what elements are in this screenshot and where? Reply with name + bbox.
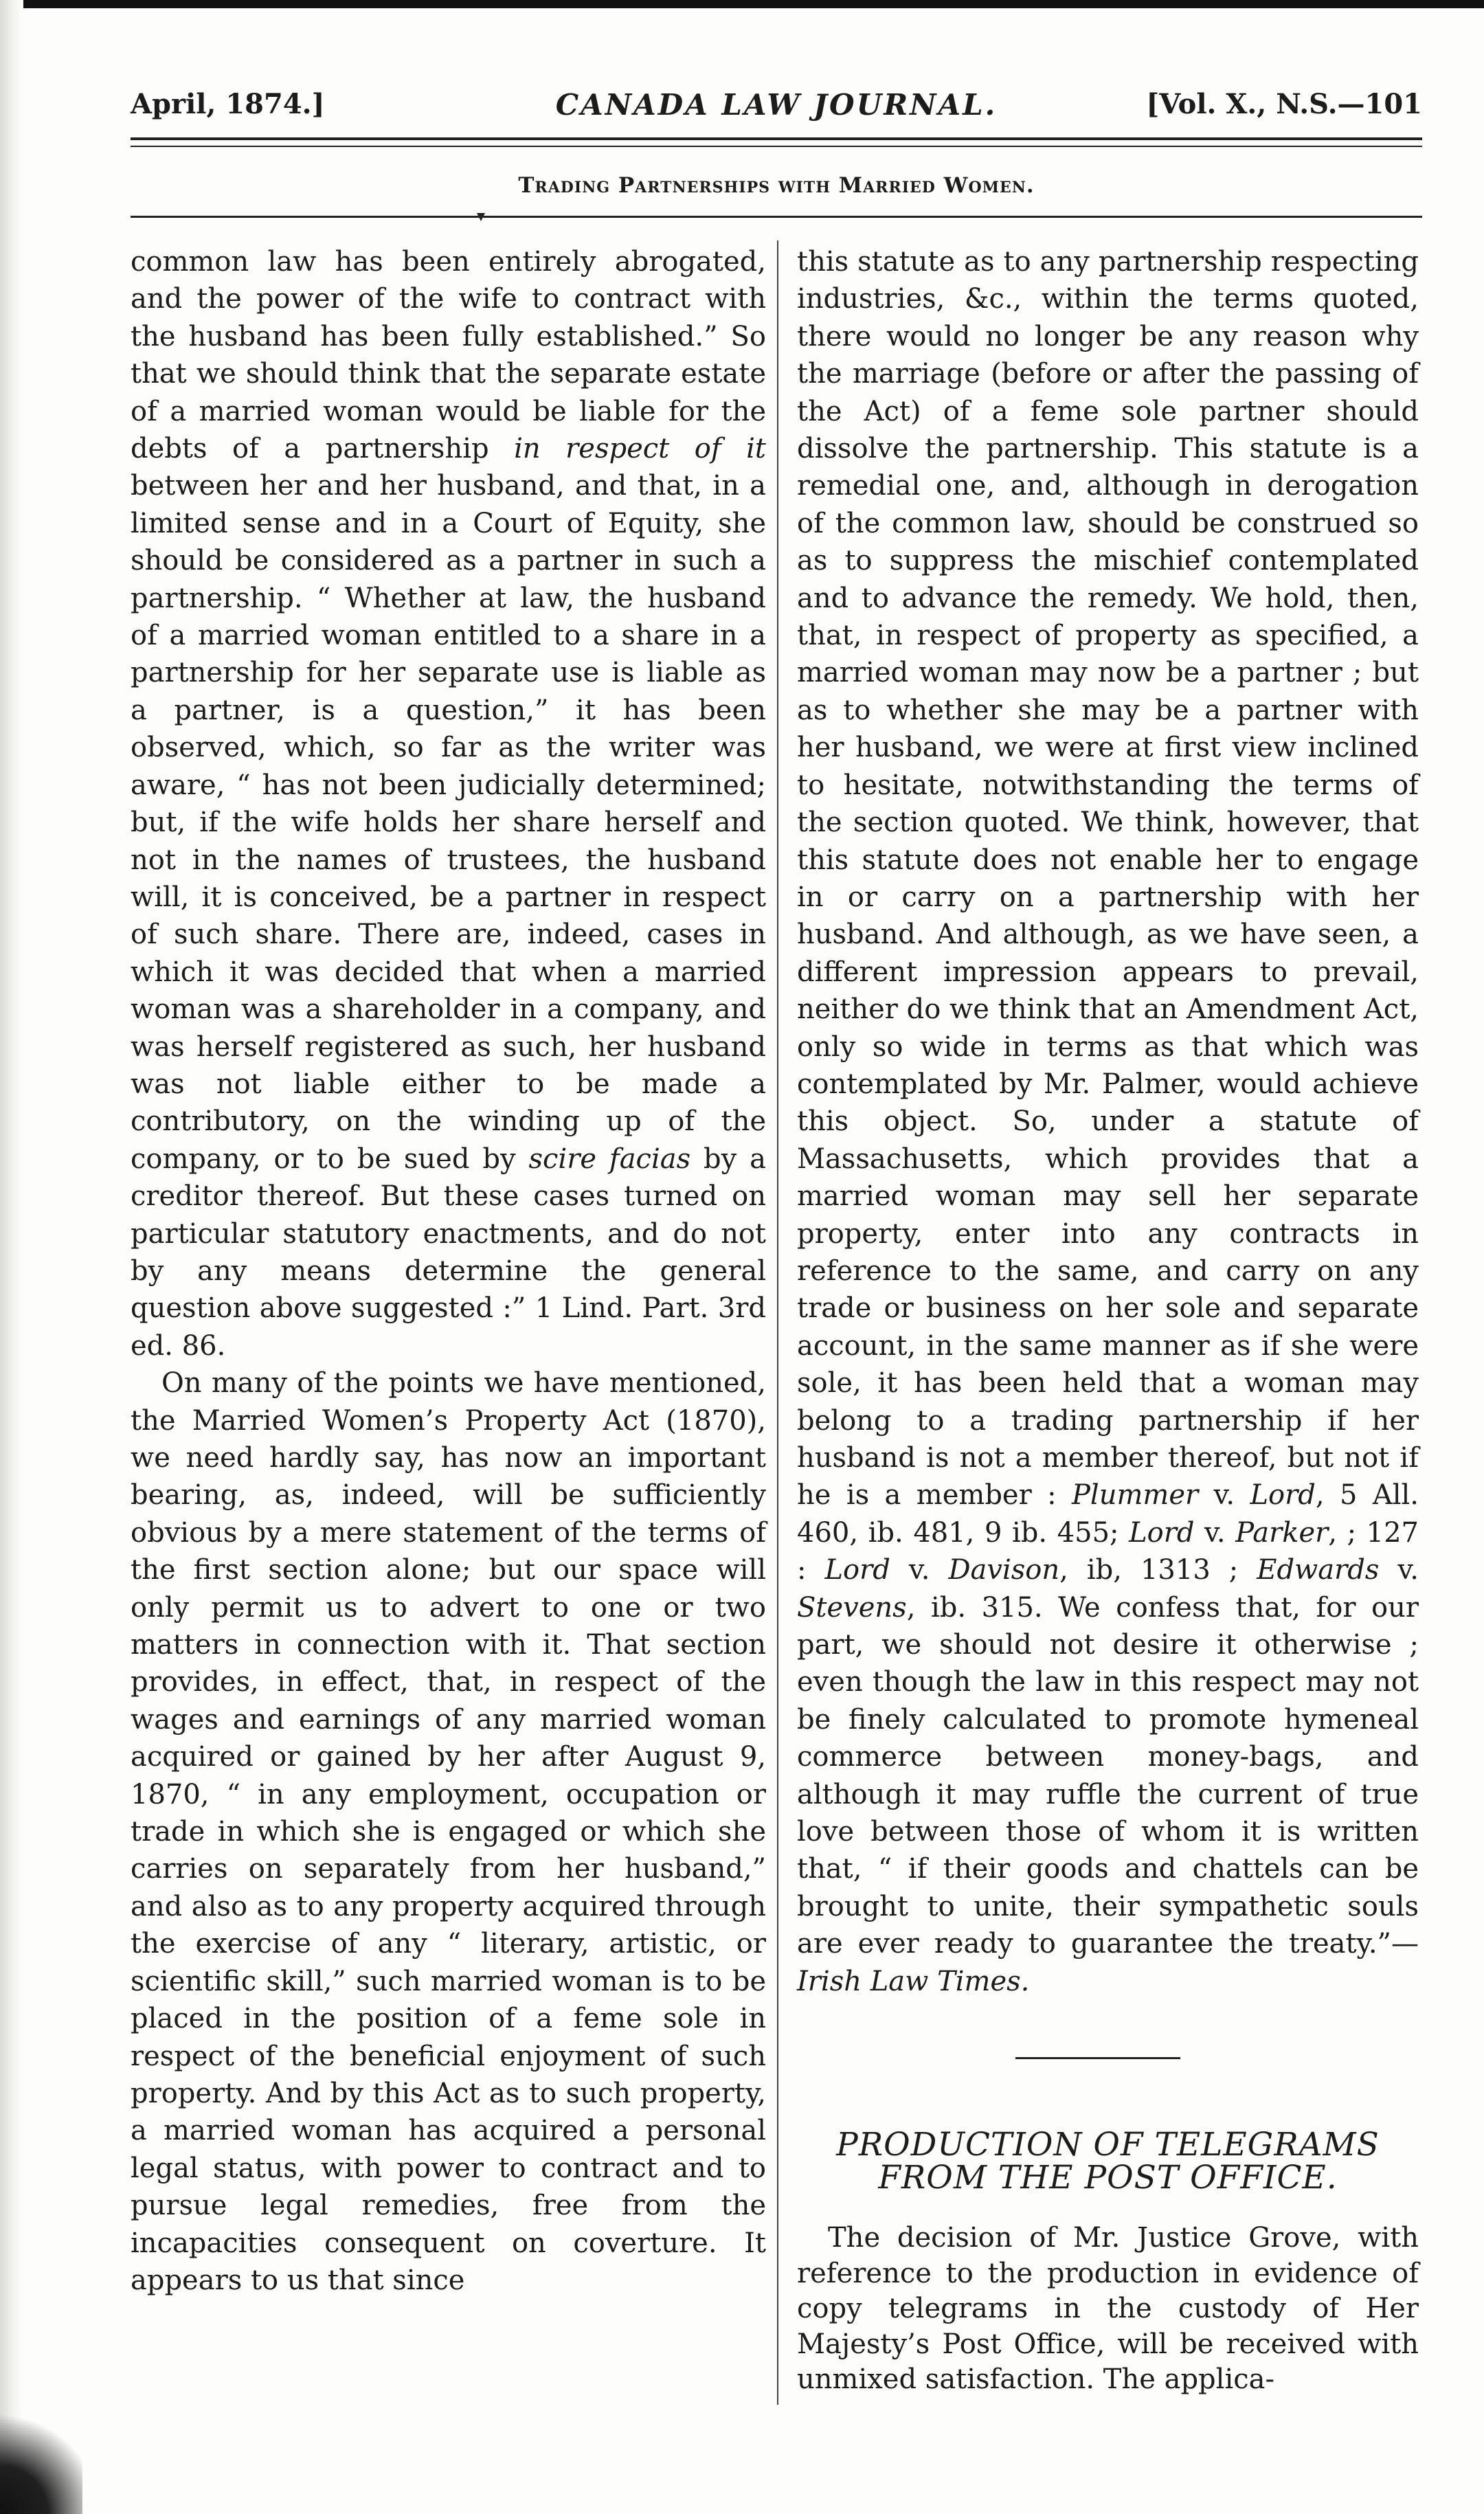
left-p1-text-b: between her and her husband, and that, in a limited sense and in a Court of Equity, she should be considered as a partner in such a partnership. “ Whether at law, the husband of a married woman entitled to a share in a partnership for her separate use is liable as a partner, is a question,” it has been observed, which, so far as the writer was aware, “ has not been judicially determined; but, if the wife holds her share herself and not in the names of trustees, the husband will, it is conceived, be a partner in respect of such share. There are, indeed, cases in which it was decided that when a married woman was a shareholder in a company, and was herself registered as such, her husband was not liable either to be made a contributory, on the winding up of the company, or to be sued by	[131, 470, 766, 1175]
case-versus: v.	[1379, 1554, 1419, 1586]
case-name: Plummer	[1072, 1479, 1199, 1512]
header-rule-thin	[131, 146, 1422, 147]
case-name: Lord	[1250, 1479, 1316, 1512]
binding-edge	[0, 0, 23, 2514]
header-volume-page: [Vol. X., N.S.—101	[1146, 88, 1422, 120]
scan-top-edge	[0, 0, 1484, 8]
right-column	[797, 243, 1419, 2000]
column-divider	[777, 240, 778, 2405]
case-name: Lord	[1129, 1516, 1195, 1549]
right-p1-text-b: , ib. 315. We confess that, for our part, we should not desire it otherwise ; even though the law in this respect may not be finely calculated to promote hymeneal commerce between money-bags, and although it may ruffle the current of true love between those of whom it is written that, “ if their goods and chattels can be brought to unite, their sympathetic souls are ever ready to guarantee the treaty.”—	[797, 1591, 1419, 1960]
left-p1-text-a: common law has been entirely abrogated, and the power of the wife to contract with the husband has been fully established.” So that we should think that the separate estate of a married woman would be liable for the debts of a partnership	[131, 246, 766, 465]
case-versus: v.	[890, 1554, 949, 1586]
header-rule-thick	[131, 137, 1422, 140]
case-name: Lord	[824, 1554, 890, 1586]
rule-ornament	[477, 213, 485, 221]
case-citation: , ib, 1313 ;	[1059, 1554, 1257, 1586]
case-versus: v.	[1198, 1479, 1250, 1512]
section-title: Trading Partnerships with Married Women.	[518, 173, 1035, 198]
article-body	[797, 2221, 1419, 2398]
right-p1-text-a: this statute as to any partnership respecting industries, &c., within the terms quoted, there would no longer be any reason why the marriage (before or after the passing of the Act) of a feme sole partner should dissolve the partnership. This statute is a remedial one, and, although in derogation of the common law, should be construed so as to suppress the mischief contemplated and to advance the remedy. We hold, then, that, in respect of property as specified, a married woman may now be a partner ; but as to whether she may be a partner with her husband, we were at first view inclined to hesitate, notwithstanding the terms of the section quoted. We think, however, that this statute does not enable her to engage in or carry on a partnership with her husband. And although, as we have seen, a different impression appears to prevail, neither do we think that an Amendment Act, only so wide in terms as that which was contemplated by Mr. Palmer, would achieve this object. So, under a statute of Massachusetts, which provides that a married woman may sell her separate property, enter into any contracts in reference to the same, and carry on any trade or business on her sole and separate account, in the same manner as if she were sole, it has been held that a woman may belong to a trading partnership if her husband is not a member thereof, but not if he is a member :	[797, 246, 1419, 1512]
article-heading-line-1: PRODUCTION OF TELEGRAMS	[836, 2126, 1380, 2164]
case-versus: v.	[1194, 1516, 1236, 1549]
article-paragraph-1: The decision of Mr. Justice Grove, with reference to the production in evidence of copy telegrams in the custody of Her Majesty’s Post Office, will be received with unmixed satisfaction. The applica-	[797, 2222, 1419, 2395]
binding-corner-shadow	[0, 2404, 82, 2514]
left-p1-text-c: by a creditor thereof. But these cases turned on particular statutory enactments, and do not by any means determine the general question above suggested :” 1 Lind. Part. 3rd ed. 86.	[131, 1143, 767, 1362]
case-citation: , 5 All. 460, ib. 481, 9 ib. 455;	[797, 1479, 1419, 1549]
source-attribution: Irish Law Times.	[797, 1965, 1030, 1997]
left-column	[131, 243, 766, 2299]
case-name: Stevens	[797, 1591, 907, 1624]
left-paragraph-2: On many of the points we have mentioned, the Married Women’s Property Act (1870), we need hardly say, has now an important bearing, as, indeed, will be sufficiently obvious by a mere statement of the terms of the first section alone; but our space will only permit us to advert to one or two matters in connection with it. That section provides, in effect, that, in respect of the wages and earnings of any married woman acquired or gained by her after August 9, 1870, “ in any employment, occupation or trade in which she is engaged or which she carries on separately from her husband,” and also as to any property acquired through the exercise of any “ literary, artistic, or scientific skill,” such married woman is to be placed in the position of a feme sole in respect of the beneficial enjoyment of such property. And by this Act as to such property, a married woman has acquired a personal legal status, with power to contract and to pursue legal remedies, free from the incapacities consequent on coverture. It appears to us that since	[131, 1367, 766, 2296]
case-name: Parker	[1235, 1516, 1329, 1549]
case-name: Davison	[948, 1554, 1060, 1586]
left-paragraph-1	[131, 243, 766, 1365]
article-heading	[797, 2126, 1419, 2197]
right-paragraph-1	[797, 243, 1419, 2000]
article-separator-rule	[1015, 2057, 1180, 2059]
case-name: Edwards	[1257, 1554, 1380, 1586]
header-journal-title: CANADA LAW JOURNAL.	[555, 88, 998, 122]
left-p1-italic-phrase: in respect of it	[514, 433, 767, 465]
section-title-rule	[131, 216, 1422, 218]
case-citation: , ; 127 :	[797, 1516, 1419, 1586]
article-heading-line-2: FROM THE POST OFFICE.	[878, 2159, 1338, 2197]
header-date: April, 1874.]	[131, 88, 325, 120]
running-head	[131, 88, 1422, 129]
left-p1-italic-latin: scire facias	[528, 1143, 691, 1175]
